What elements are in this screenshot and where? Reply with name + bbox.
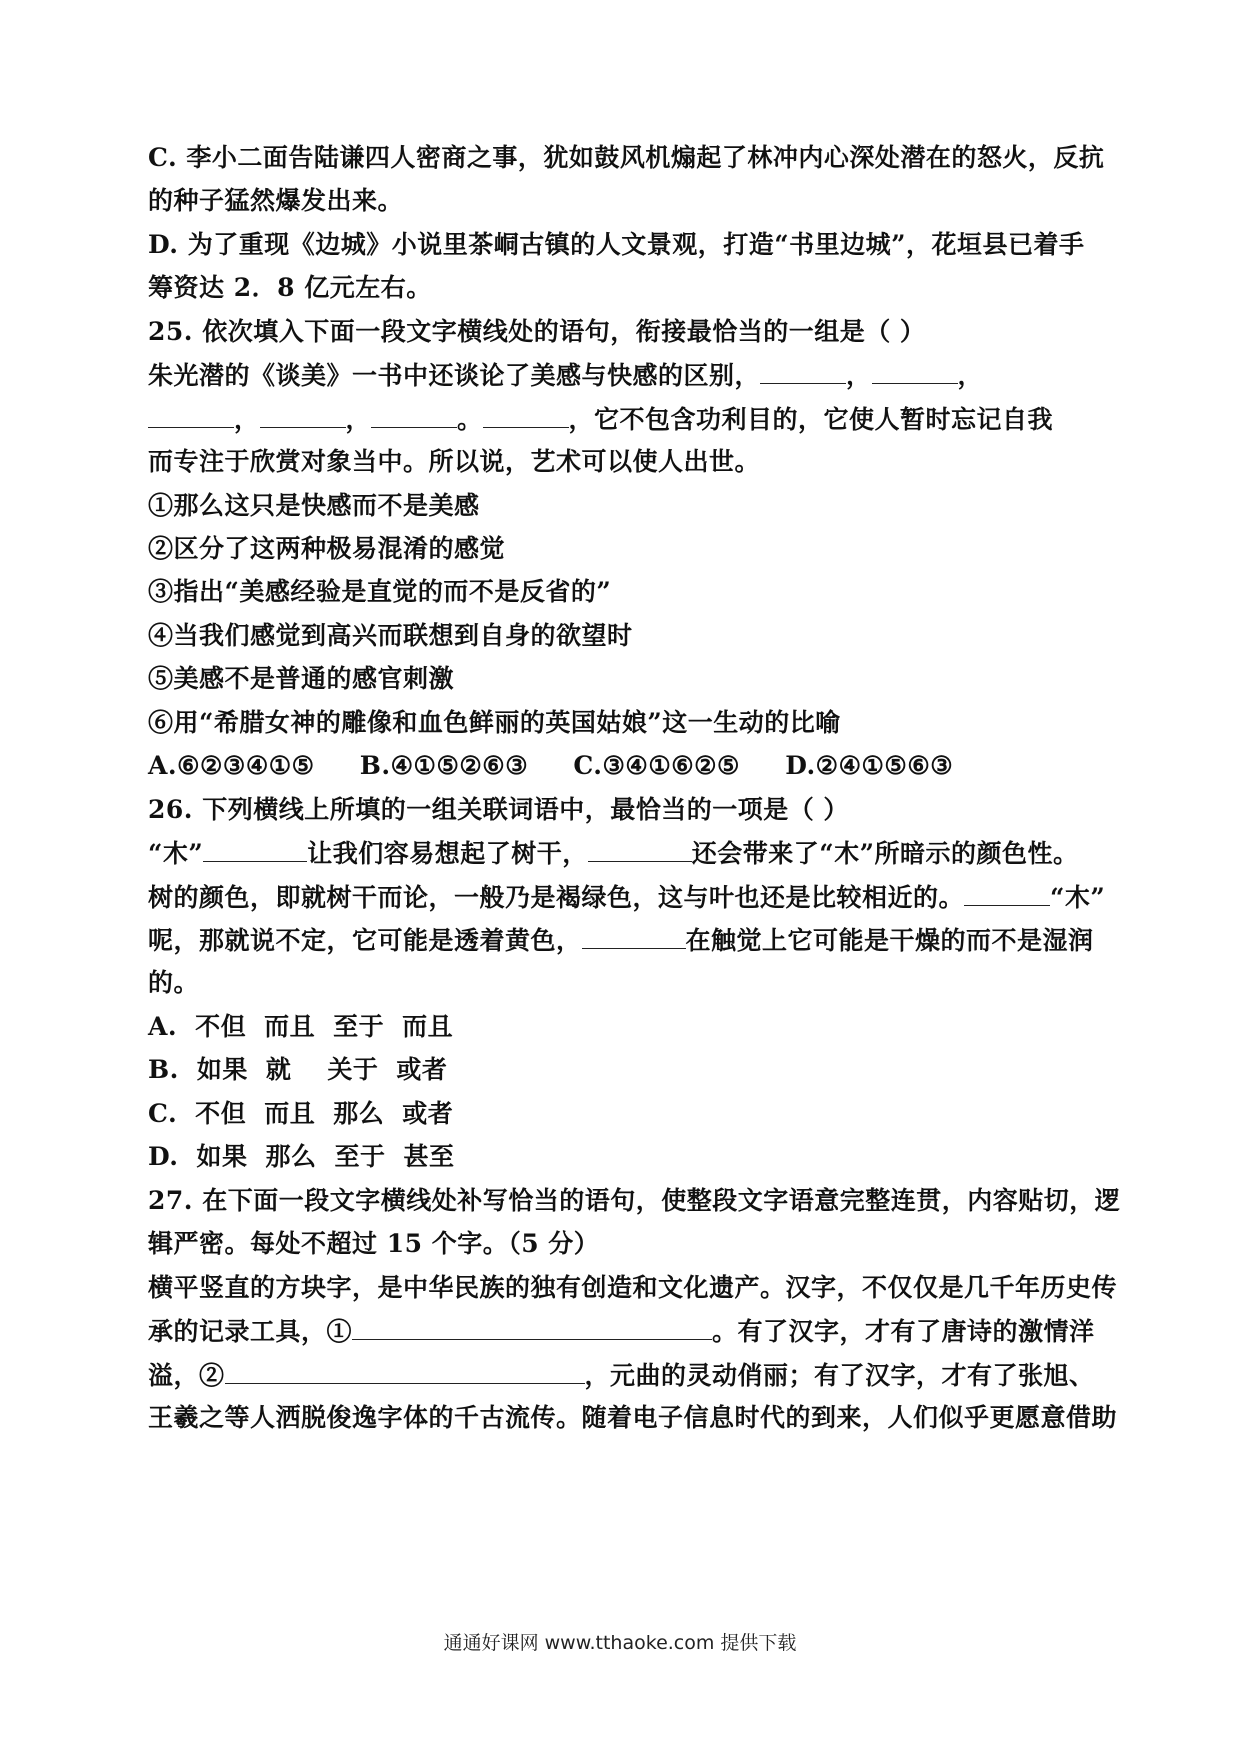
q27-para-line4: 王羲之等人洒脱俊逸字体的千古流传。随着电子信息时代的到来，人们似乎更愿意借助	[148, 1403, 1118, 1432]
q26-stem: 26. 下列横线上所填的一组关联词语中，最恰当的一项是（ ）	[148, 795, 849, 824]
fill-blank[interactable]	[148, 399, 234, 428]
q25-para-line1: 朱光潜的《谈美》一书中还谈论了美感与快感的区别， ， ，	[148, 355, 1098, 395]
fill-blank[interactable]	[872, 355, 958, 384]
q26-option-d[interactable]: D. 如果 那么 至于 甚至	[148, 1142, 455, 1171]
fill-blank[interactable]	[371, 399, 457, 428]
q24-option-c-line1: C. 李小二面告陆谦四人密商之事，犹如鼓风机煽起了林冲内心深处潜在的怒火，反抗	[148, 143, 1105, 172]
q26-para-line1: “木” 让我们容易想起了树干， 还会带来了“木”所暗示的颜色性。	[148, 833, 1098, 873]
q24-option-d-line2: 筹资达 2．8 亿元左右。	[148, 273, 432, 302]
q25-item-1: ①那么这只是快感而不是美感	[148, 491, 480, 520]
page-footer: 通通好课网 www.tthaoke.com 提供下载	[443, 1632, 797, 1654]
q26-para-line3: 呢，那就说不定，它可能是透着黄色， 在触觉上它可能是干燥的而不是湿润	[148, 920, 1098, 960]
q25-stem: 25. 依次填入下面一段文字横线处的语句，衔接最恰当的一组是（ ）	[148, 317, 926, 346]
q25-para-line3: 而专注于欣赏对象当中。所以说，艺术可以使人出世。	[148, 447, 761, 476]
q25-option-a[interactable]: A.⑥②③④①⑤	[148, 751, 315, 780]
q27-para-line1: 横平竖直的方块字，是中华民族的独有创造和文化遗产。汉字，不仅仅是几千年历史传	[148, 1273, 1118, 1302]
q27-stem-line1: 27. 在下面一段文字横线处补写恰当的语句，使整段文字语意完整连贯，内容贴切，逻	[148, 1186, 1121, 1215]
q24-option-d-line1: D. 为了重现《边城》小说里茶峒古镇的人文景观，打造“书里边城”，花垣县已着手	[148, 230, 1085, 259]
answer-blank-1[interactable]	[352, 1311, 712, 1340]
q26-option-a[interactable]: A. 不但 而且 至于 而且	[148, 1012, 454, 1041]
fill-blank[interactable]	[483, 399, 569, 428]
q25-option-c[interactable]: C.③④①⑥②⑤	[573, 751, 740, 780]
q27-para-line2: 承的记录工具，① 。有了汉字，才有了唐诗的激情洋	[148, 1311, 1098, 1351]
q25-option-d[interactable]: D.②④①⑤⑥③	[785, 751, 954, 780]
q26-option-b[interactable]: B. 如果 就 关于 或者	[148, 1055, 448, 1084]
q25-para-line2: ， ， 。 ，它不包含功利目的，它使人暂时忘记自我	[148, 399, 1098, 439]
q24-option-c-line2: 的种子猛然爆发出来。	[148, 186, 404, 215]
q25-item-5: ⑤美感不是普通的感官刺激	[148, 664, 455, 693]
fill-blank[interactable]	[588, 833, 692, 862]
q27-stem-line2: 辑严密。每处不超过 15 个字。（5 分）	[148, 1229, 600, 1258]
q25-item-2: ②区分了这两种极易混淆的感觉	[148, 534, 506, 563]
q25-option-b[interactable]: B.④①⑤②⑥③	[359, 751, 529, 780]
fill-blank[interactable]	[760, 355, 846, 384]
q25-item-3: ③指出“美感经验是直觉的而不是反省的”	[148, 577, 612, 606]
fill-blank[interactable]	[582, 920, 686, 949]
q25-options	[148, 746, 1098, 786]
answer-blank-2[interactable]	[225, 1355, 585, 1384]
q26-para-line2: 树的颜色，即就树干而论，一般乃是褐绿色，这与叶也还是比较相近的。 “木”	[148, 877, 1098, 917]
q27-para-line3: 溢，② ，元曲的灵动俏丽；有了汉字，才有了张旭、	[148, 1355, 1098, 1395]
q26-option-c[interactable]: C. 不但 而且 那么 或者	[148, 1099, 454, 1128]
fill-blank[interactable]	[964, 877, 1050, 906]
q25-item-6: ⑥用“希腊女神的雕像和血色鲜丽的英国姑娘”这一生动的比喻	[148, 708, 841, 737]
q26-para-line4: 的。	[148, 968, 200, 997]
fill-blank[interactable]	[260, 399, 346, 428]
q25-item-4: ④当我们感觉到高兴而联想到自身的欲望时	[148, 621, 633, 650]
fill-blank[interactable]	[203, 833, 307, 862]
